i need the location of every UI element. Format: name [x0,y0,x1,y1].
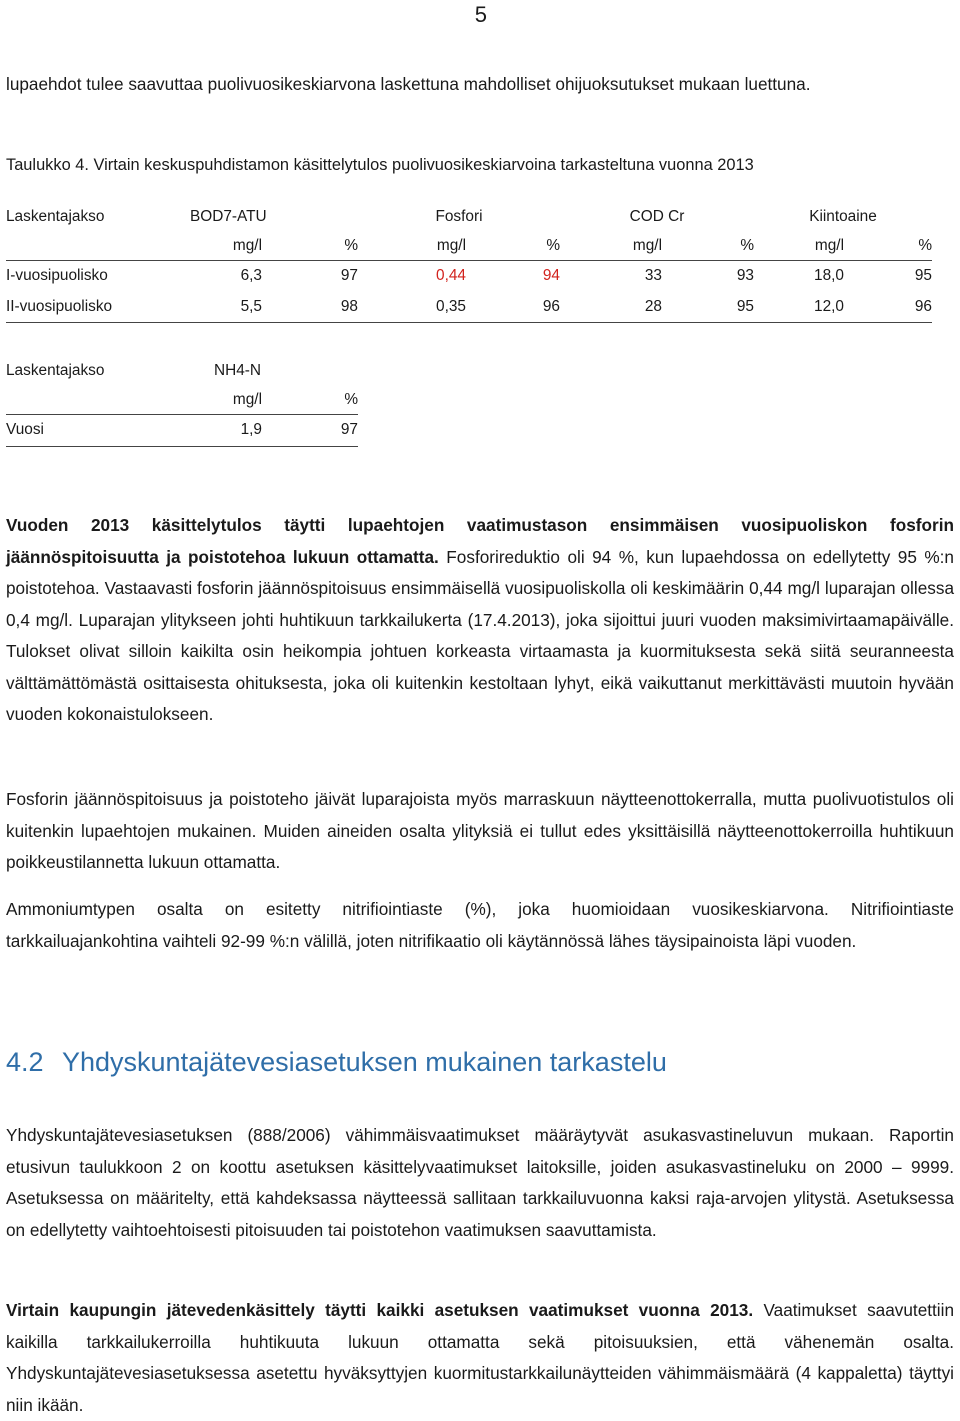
row-label: Vuosi [6,415,176,447]
group-header: COD Cr [629,207,685,225]
row-label: II-vuosipuolisko [6,292,176,323]
regulation-paragraph: Yhdyskuntajätevesiasetuksen (888/2006) vähimmäisvaatimukset määräytyvät asukasvastineluvun mukaan. Raportin etusivun taulukkoon 2 on koottu asetuksen käsittelyvaatimukset laitoksille, joiden asukasvastineluku on 2000 – 9999. Asetuksessa on määritelty, että kahdeksassa näytteessä sallitaan tarkkailuvuonna kaksi raja-arvojen ylitystä. Asetuksessa on edellytetty vaihtoehtoisesti pitoisuuden tai poistotehon vaatimuksen saavuttamista. [6,1125,954,1240]
table-cell: 96 [466,292,560,323]
table-cell: 97 [262,415,358,447]
table-cell: 93 [736,267,754,285]
period-header: Laskentajakso [6,361,105,379]
ammonium-paragraph: Ammoniumtypen osalta on esitetty nitrifiointiaste (%), joka huomioidaan vuosikeskiarvona. Nitrifiointiaste tarkkailuajankohtina vaihteli 92-99 %:n välillä, joten nitrifikaatio oli käytännössä lähes täysipainoista läpi vuoden. [6,899,954,951]
table-cell: 0,35 [358,292,466,323]
phosphorus-paragraph: Fosforin jäännöspitoisuus ja poistoteho jäivät luparajoista myös marraskuun näytteenottokerralla, mutta puolivuotistulos oli kuitenkin lupaehtojen mukainen. Muiden aineiden osalta ylityksiä ei tullut edes yksittäisillä näytteenottokerroilla huhtikuun poikkeustilannetta lukuun ottamatta. [6,789,954,872]
group-header: Fosfori [435,207,483,225]
table-row [6,261,932,292]
table-cell: 5,5 [176,292,262,323]
section-heading [6,1047,667,1078]
group-header: NH4-N [214,361,262,379]
unit-cell: % [466,231,560,261]
table-cell: 18,0 [814,267,844,285]
table-unit-row [6,385,358,415]
table-cell-highlight: 94 [542,267,560,285]
results-detail: Fosforireduktio oli 94 %, kun lupaehdossa on edellytetty 95 %:n poistotehoa. Vastaavasti fosforin jäännöspitoisuus ensimmäisellä vuosipuoliskolla oli keskimäärin 0,44 mg/l luparajan ollessa 0,4 mg/l. Luparajan ylitykseen johti huhtikuun tarkkailukerta (17.4.2013), joka sijoittui juuri vuoden maksimivirtaamapäivälle. Tulokset olivat silloin kaikilta osin heikompia johtuen korkeasta virtaamasta ja kuormituksesta sekä siitä seuranneesta välttämättömästä osittaisesta ohituksesta, joka oli kuitenkin kestoltaan lyhyt, eikä vaikuttanut merkittävästi muutoin hyvään vuoden kokonaistulokseen. [6,546,954,724]
unit-cell: % [262,385,358,415]
group-header: BOD7-ATU [190,207,267,225]
table-cell: 33 [644,267,662,285]
table-unit-row [6,231,932,261]
group-header: Kiintoaine [809,207,877,225]
table-group-header-row [6,202,932,231]
ammonium-table [6,356,358,447]
unit-cell: % [662,231,754,261]
table-cell: 28 [560,292,662,323]
unit-cell: % [262,231,358,261]
intro-paragraph: lupaehdot tulee saavuttaa puolivuosikeskiarvona laskettuna mahdolliset ohijuoksutukset mukaan luettuna. [6,74,811,94]
unit-cell: mg/l [176,231,262,261]
period-header: Laskentajakso [6,207,105,225]
results-paragraph [6,510,954,731]
results-summary-bold: Vuoden 2013 käsittelytulos täytti lupaehtojen vaatimustason ensimmäisen vuosipuoliskon fosforin jäännöspitoisuutta ja poistotehoa lukuun ottamatta. [6,515,954,567]
unit-cell: mg/l [560,231,662,261]
compliance-detail: Vaatimukset saavutettiin kaikilla tarkkailukerroilla huhtikuuta lukuun ottamatta sekä pitoisuuksien, että vähenemän osalta. Yhdyskuntajätevesiasetuksessa asetettu hyväksyttyjen kuormitustarkkailunäytteiden vähimmäismäärä (4 kappaletta) täyttyi niin ikään. [6,1300,955,1415]
table-group-header-row [6,356,358,385]
table-row [6,292,932,323]
section-title: Yhdyskuntajätevesiasetuksen mukainen tarkastelu [62,1047,667,1077]
results-table [6,202,932,323]
compliance-paragraph [6,1295,954,1421]
table-cell: 95 [662,292,754,323]
table-row [6,415,358,447]
unit-cell: mg/l [176,385,262,415]
table-cell: 96 [844,292,932,323]
compliance-summary-bold: Virtain kaupungin jätevedenkäsittely täytti kaikki asetuksen vaatimukset vuonna 2013. [6,1300,754,1320]
table-cell: 1,9 [176,415,262,447]
table-cell-highlight: 0,44 [436,267,466,285]
table-cell: 6,3 [240,267,262,285]
page-number: 5 [474,2,487,27]
section-number: 4.2 [6,1047,44,1077]
table-cell: 97 [340,267,358,285]
unit-cell: mg/l [358,231,466,261]
row-label: I-vuosipuolisko [6,267,108,285]
table-cell: 95 [914,267,932,285]
unit-cell: % [844,231,932,261]
unit-cell: mg/l [754,231,844,261]
table-cell: 98 [262,292,358,323]
table-cell: 12,0 [754,292,844,323]
table-caption: Taulukko 4. Virtain keskuspuhdistamon käsittelytulos puolivuosikeskiarvoina tarkasteltuna vuonna 2013 [6,156,754,174]
